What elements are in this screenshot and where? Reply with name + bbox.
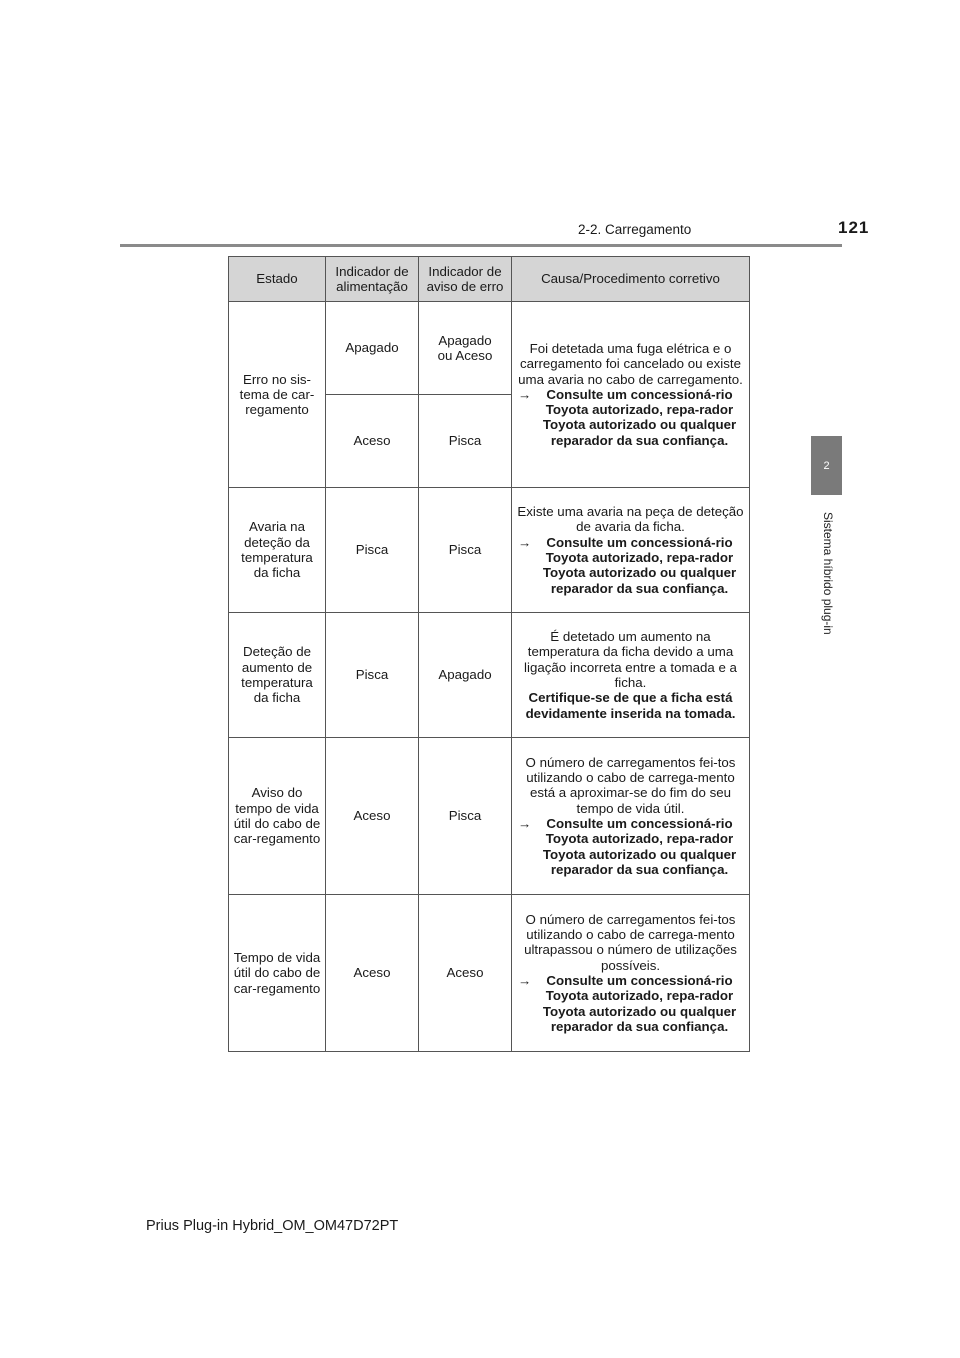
power-cell: Aceso: [326, 738, 419, 895]
cause-description: Foi detetada uma fuga elétrica e o carregamento foi cancelado ou existe uma avaria no cabo de carregamento.: [518, 340, 743, 387]
cause-description: É detetado um aumento na temperatura da ficha devido a uma ligação incorreta entre a tomada e a ficha.: [524, 629, 737, 690]
arrow-icon: →: [518, 386, 532, 402]
header-divider: [120, 244, 842, 247]
error-cell: Aceso: [419, 895, 512, 1052]
error-cell: Pisca: [419, 488, 512, 613]
cause-description: O número de carregamentos fei-tos utilizando o cabo de carrega-mento ultrapassou o número de utilizações possíveis.: [524, 911, 737, 973]
table-row: [229, 302, 750, 395]
power-cell: Pisca: [326, 488, 419, 613]
procedure-text: Consulte um concessioná-rio Toyota autorizado, repa-rador Toyota autorizado ou qualquer reparador da sua confiança.: [542, 973, 737, 1034]
cause-cell: [512, 302, 750, 488]
error-cell: Apagado: [419, 613, 512, 738]
page-number: 121: [838, 218, 870, 237]
state-cell: Avaria na deteção da temperatura da ficha: [229, 488, 326, 613]
cause-procedure: [516, 387, 745, 448]
state-cell: Deteção de aumento de temperatura da ficha: [229, 613, 326, 738]
cause-cell: [512, 613, 750, 738]
procedure-text: Consulte um concessioná-rio Toyota autorizado, repa-rador Toyota autorizado ou qualquer reparador da sua confiança.: [542, 534, 737, 596]
arrow-icon: →: [518, 816, 532, 831]
section-title: 2-2. Carregamento: [578, 222, 692, 237]
table-header-row: [229, 257, 750, 302]
power-cell: Apagado: [326, 302, 419, 395]
document-footer: Prius Plug-in Hybrid_OM_OM47D72PT: [146, 1218, 399, 1234]
chapter-tab: [811, 436, 842, 495]
table-row: [229, 613, 750, 738]
power-cell: Aceso: [326, 395, 419, 488]
power-cell: Aceso: [326, 895, 419, 1052]
cause-description: O número de carregamentos fei-tos utilizando o cabo de carrega-mento está a aproximar-se do fim do seu tempo de vida útil.: [525, 754, 736, 816]
arrow-icon: →: [518, 973, 532, 988]
cause-cell: [512, 488, 750, 613]
header-error-indicator: Indicador de aviso de erro: [419, 257, 512, 302]
cause-procedure: [516, 973, 745, 1034]
cause-description: Existe uma avaria na peça de deteção de avaria da ficha.: [517, 504, 744, 535]
procedure-text: Consulte um concessioná-rio Toyota autorizado, repa-rador Toyota autorizado ou qualquer reparador da sua confiança.: [542, 386, 737, 448]
error-cell: Pisca: [419, 738, 512, 895]
cause-cell: [512, 738, 750, 895]
power-cell: Pisca: [326, 613, 419, 738]
header-cause: Causa/Procedimento corretivo: [512, 257, 750, 302]
state-cell: Aviso do tempo de vida útil do cabo de car-regamento: [229, 738, 326, 895]
header-state: Estado: [229, 257, 326, 302]
error-value: Apagado ou Aceso: [437, 332, 493, 363]
chapter-label: Sistema híbrido plug-in: [821, 512, 835, 635]
state-cell: Erro no sis-tema de car-regamento: [229, 302, 326, 488]
cause-note: Certifique-se de que a ficha está devidamente inserida na tomada.: [525, 690, 736, 721]
chapter-number: 2: [823, 459, 830, 472]
table-row: [229, 895, 750, 1052]
state-cell: Tempo de vida útil do cabo de car-regamento: [229, 895, 326, 1052]
cause-procedure: [516, 535, 745, 596]
table-row: [229, 488, 750, 613]
cause-procedure: [516, 816, 745, 877]
table-row: [229, 738, 750, 895]
arrow-icon: →: [518, 534, 532, 550]
error-cell: [419, 302, 512, 395]
procedure-text: Consulte um concessioná-rio Toyota autorizado, repa-rador Toyota autorizado ou qualquer reparador da sua confiança.: [542, 816, 737, 877]
error-cell: Pisca: [419, 395, 512, 488]
header-power-indicator: Indicador de alimentação: [326, 257, 419, 302]
cause-cell: [512, 895, 750, 1052]
page-header: [120, 218, 870, 248]
indicator-table: [228, 256, 750, 1052]
